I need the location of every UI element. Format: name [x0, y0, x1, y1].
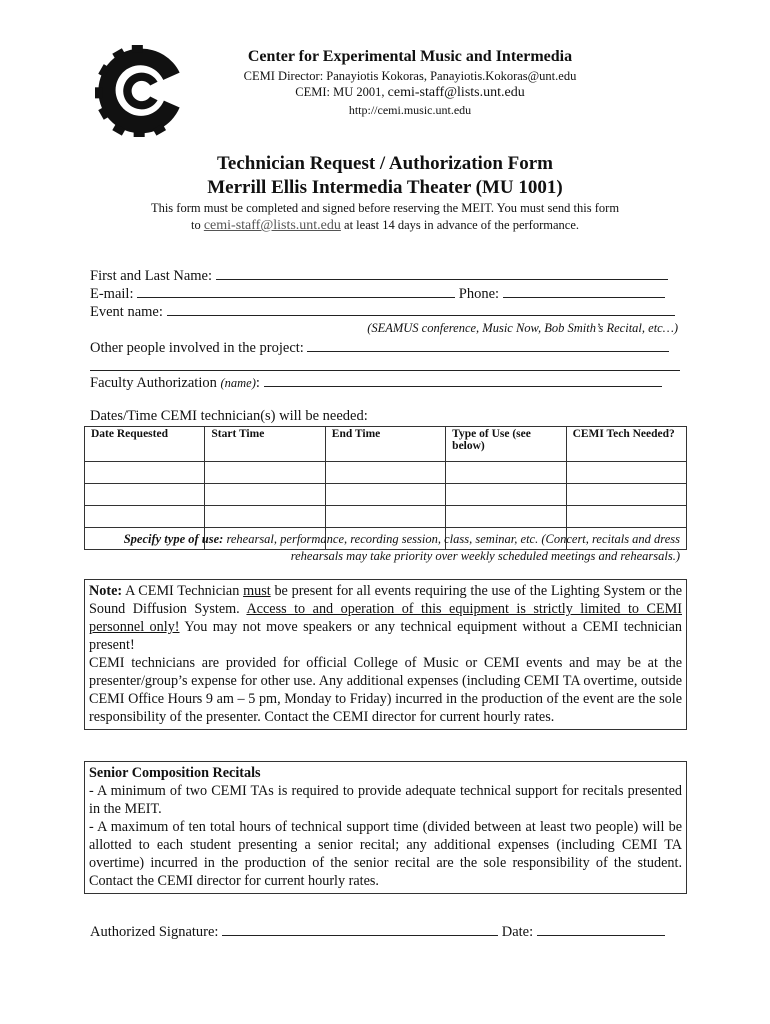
senior-heading: Senior Composition Recitals — [89, 765, 261, 781]
name-label: First and Last Name: — [90, 268, 213, 284]
signature-field[interactable] — [222, 923, 498, 936]
email-field[interactable] — [137, 285, 455, 298]
table-cell[interactable] — [205, 462, 325, 484]
intro-email-link[interactable]: cemi-staff@lists.unt.edu — [203, 218, 341, 233]
event-label: Event name: — [90, 304, 163, 320]
table-row — [85, 506, 687, 528]
note-label: Note: — [89, 583, 123, 599]
cemi-logo — [95, 45, 187, 137]
phone-label: Phone: — [458, 286, 500, 302]
faculty-hint: (name) — [220, 376, 256, 390]
intro-text — [60, 200, 710, 234]
col-cemi-tech-needed: CEMI Tech Needed? — [566, 427, 686, 462]
table-header-row — [85, 427, 687, 462]
table-row — [85, 484, 687, 506]
senior-recitals-box — [84, 761, 687, 894]
table-cell[interactable] — [566, 484, 686, 506]
specify-text: rehearsal, performance, recording session, class, seminar, etc. (Concert, recitals and dress rehearsals may take priority over weekly scheduled meetings and rehearsals.) — [223, 532, 680, 563]
name-field[interactable] — [216, 267, 668, 280]
office-line — [190, 85, 630, 101]
signature-label: Authorized Signature: — [90, 924, 219, 940]
col-end-time: End Time — [325, 427, 445, 462]
table-cell[interactable] — [566, 506, 686, 528]
note-access-warning: Access to and operation of this equipment is strictly limited to CEMI personnel only! — [89, 601, 682, 635]
col-type-of-use: Type of Use (see below) — [446, 427, 566, 462]
faculty-label: Faculty Authorization — [90, 375, 217, 391]
dates-label: Dates/Time CEMI technician(s) will be needed: — [90, 408, 368, 424]
note-text-3: You may not move speakers or any technical equipment without a CEMI technician present! — [89, 619, 682, 653]
table-cell[interactable] — [446, 506, 566, 528]
email-label: E-mail: — [90, 286, 134, 302]
date-label: Date: — [501, 924, 534, 940]
note-text-1: A CEMI Technician — [122, 583, 244, 599]
faculty-colon: : — [255, 375, 260, 391]
col-date-requested: Date Requested — [85, 427, 205, 462]
note-must: must — [243, 583, 271, 599]
table-cell[interactable] — [205, 506, 325, 528]
others-label: Other people involved in the project: — [90, 340, 304, 356]
date-field[interactable] — [537, 923, 665, 936]
intro-prefix: to — [190, 218, 204, 232]
table-cell[interactable] — [446, 484, 566, 506]
director-line: CEMI Director: Panayiotis Kokoras, Panayiotis.Kokoras@unt.edu — [243, 69, 577, 83]
name-field-row — [90, 267, 668, 285]
table-row — [85, 462, 687, 484]
table-cell[interactable] — [85, 484, 205, 506]
office-prefix: CEMI: MU 2001, — [295, 85, 388, 99]
signature-row — [90, 923, 665, 941]
note-box — [84, 579, 687, 730]
form-subtitle: Merrill Ellis Intermedia Theater (MU 1001) — [207, 177, 563, 198]
note-text-2: be present for all events requiring the use of the Lighting System or the Sound Diffusion System. — [89, 583, 682, 617]
faculty-field[interactable] — [264, 374, 662, 387]
table-cell[interactable] — [325, 506, 445, 528]
org-name: Center for Experimental Music and Intermedia — [247, 48, 573, 65]
office-email: cemi-staff@lists.unt.edu — [387, 85, 525, 100]
specify-label: Specify type of use: — [123, 532, 224, 546]
others-field-extra-line[interactable] — [90, 358, 680, 371]
others-field-row — [90, 339, 669, 357]
table-cell[interactable] — [566, 462, 686, 484]
table-cell[interactable] — [205, 484, 325, 506]
phone-field[interactable] — [503, 285, 665, 298]
senior-paragraph-1: - A minimum of two CEMI TAs is required to provide adequate technical support for recitals presented in the MEIT. — [89, 783, 682, 817]
intro-suffix: at least 14 days in advance of the performance. — [340, 218, 579, 232]
senior-paragraph-2: - A maximum of ten total hours of technical support time (divided between at least two people) will be allotted to each student presenting a senior recital; any additional expenses (including CEMI TA overtime) incurred in the production of the senior recital are the sole responsibility of the student. Contact the CEMI director for current hourly rates. — [89, 819, 682, 889]
website-url: http://cemi.music.unt.edu — [348, 103, 472, 117]
form-title: Technician Request / Authorization Form — [216, 153, 554, 174]
event-hint: (SEAMUS conference, Music Now, Bob Smith’s Recital, etc…) — [367, 321, 678, 335]
others-field[interactable] — [307, 339, 669, 352]
event-field[interactable] — [167, 303, 675, 316]
note-paragraph-2: CEMI technicians are provided for official College of Music or CEMI events and may be at the presenter/group’s expense for other use. Any additional expenses (including CEMI TA overtime, outside CEMI Office Hours 9 am – 5 pm, Monday to Friday) incurred in the production of the event are the sole responsibility of the presenter. Contact the CEMI director for current hourly rates. — [89, 655, 682, 725]
table-cell[interactable] — [85, 506, 205, 528]
table-cell[interactable] — [325, 462, 445, 484]
email-phone-row — [90, 285, 665, 303]
event-field-row — [90, 303, 675, 321]
col-start-time: Start Time — [205, 427, 325, 462]
specify-type-note — [90, 531, 680, 565]
faculty-field-row — [90, 374, 662, 392]
table-cell[interactable] — [446, 462, 566, 484]
table-cell[interactable] — [325, 484, 445, 506]
table-cell[interactable] — [85, 462, 205, 484]
intro-line-1: This form must be completed and signed before reserving the MEIT. You must send this form — [150, 201, 620, 215]
